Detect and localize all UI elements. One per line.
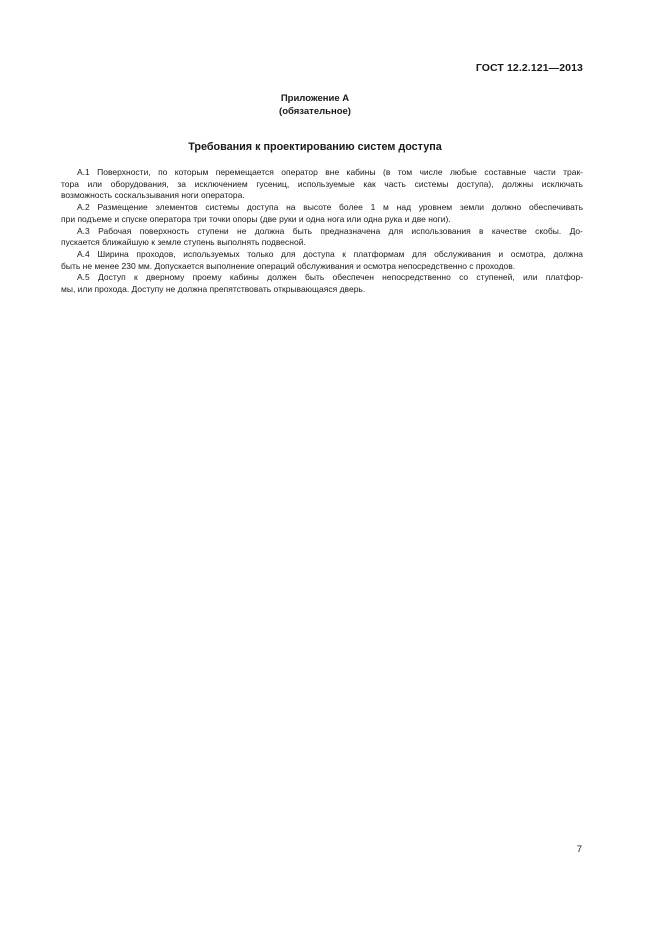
annex-title: Требования к проектированию систем доступа [188, 141, 442, 153]
paragraph-a3 [61, 226, 583, 249]
paragraph-line: А.4 Ширина проходов, используемых только для доступа к платформам для обслуживания и осмотра, должна [77, 248, 583, 259]
paragraph-a4 [61, 249, 583, 272]
paragraph-a5 [61, 272, 583, 295]
paragraph-line: А.2 Размещение элементов системы доступа на высоте более 1 м над уровнем земли должно обеспечивать [77, 202, 583, 213]
annex-label: Приложение А [280, 93, 350, 104]
standard-code: ГОСТ 12.2.121—2013 [475, 62, 583, 74]
paragraph-line: А.5 Доступ к дверному проему кабины должен быть обеспечен непосредственно со ступеней, или платфор- [77, 272, 583, 283]
paragraph-line: А.1 Поверхности, по которым перемещается оператор вне кабины (в том числе любые составные части трак- [77, 167, 583, 177]
annex-header [0, 92, 630, 118]
paragraph-a1 [61, 167, 583, 202]
annex-status: (обязательное) [279, 106, 351, 117]
page-number: 7 [576, 844, 582, 855]
paragraph-line: при подъеме и спуске оператора три точки опоры (две руки и одна нога или одна рука и две ноги). [61, 213, 451, 224]
paragraph-line: быть не менее 230 мм. Допускается выполнение операций обслуживания и осмотра непосредственно с проходов. [61, 260, 516, 271]
paragraph-line: тора или оборудования, за исключением гусениц, используемые как часть системы доступа), должны исключать [61, 178, 583, 189]
paragraph-line: мы, или прохода. Доступу не должна препятствовать открывающаяся дверь. [61, 284, 366, 295]
paragraph-line: пускается ближайшую к земле ступень выполнять подвесной. [61, 237, 306, 248]
annex-body [61, 167, 583, 296]
paragraph-line: А.3 Рабочая поверхность ступени не должна быть предназначена для использования в качестве скобы. До- [77, 225, 583, 236]
paragraph-line: возможность соскальзывания ноги оператора. [61, 190, 245, 201]
paragraph-a2 [61, 202, 583, 225]
